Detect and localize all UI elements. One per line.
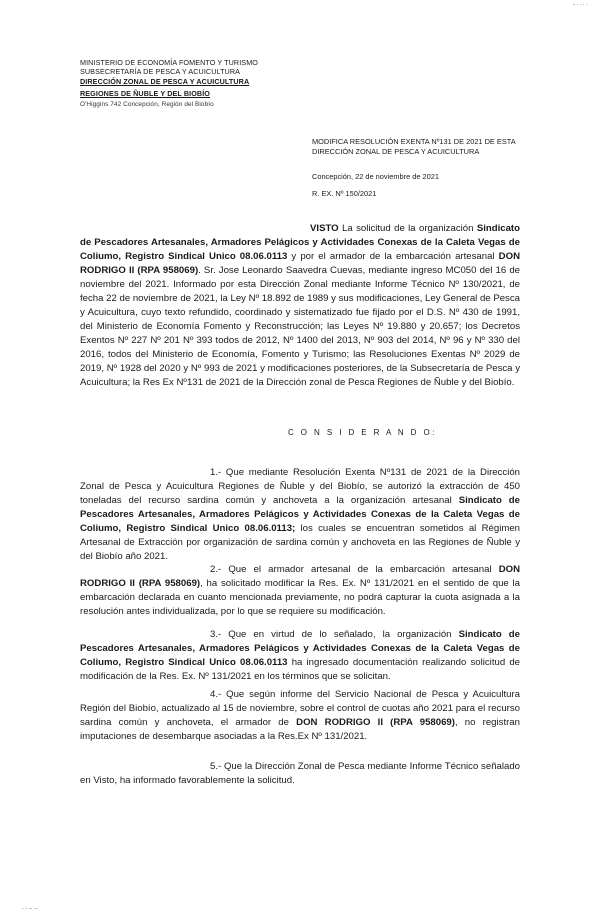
considerando-1-text-b: los cuales se encuentran sometidos al Régimen Artesanal de Extracción por organización de sardina común y anchoveta en las Regiones de Ñuble y del Biobío año 2021. [80, 523, 520, 562]
letterhead-direccion: DIRECCIÓN ZONAL DE PESCA Y ACUICULTURA [80, 76, 250, 86]
considerando-heading: C O N S I D E R A N D O: [288, 428, 437, 437]
considerando-1 [80, 466, 520, 564]
visto-intro: La solicitud de la organización [342, 223, 474, 234]
considerando-3 [80, 628, 520, 684]
resolution-number: R. EX. Nº 150/2021 [312, 189, 377, 198]
considerando-2-vessel: DON RODRIGO II (RPA 958069) [80, 564, 521, 589]
visto-rest: . Sr. Jose Leonardo Saavedra Cuevas, mediante ingreso MC050 del 16 de noviembre del 2021. Informado por esta Dirección Zonal mediante Informe Técnico Nº 130/2021, de fecha 22 de noviembre de 2021, la Ley Nº 18.892 de 1989 y sus modificaciones, Ley General de Pesca y Acuicultura, cuyo texto refundido, coordinado y sistematizado fue fijado por el D.S. Nº 430 de 1991, del Ministerio de Economía Fomento y Reconstrucción; las Leyes Nº 19.880 y 20.657; los Decretos Exentos Nº 227 Nº 201 Nº 393 todos de 2012, Nº 1400 del 2013, Nº 903 del 2014, Nº 96 y Nº 330 del 2016, todos del Ministerio de Economía, Fomento y Turismo; las Resoluciones Exentas Nº 2029 de 2019, Nº 1928 del 2020 y Nº 993 de 2021 y modificaciones posteriores, de la Subsecretaría de Pesca y Acuicultura; la Res Ex Nº131 de 2021 de la Dirección zonal de Pesca Regiones de Ñuble y del Biobío. [80, 265, 520, 388]
considerando-5 [80, 760, 520, 788]
letterhead-regiones: REGIONES DE ÑUBLE Y DEL BIOBÍO [80, 89, 211, 99]
resolution-title-line2: DIRECCIÓN ZONAL DE PESCA Y ACUICULTURA [312, 147, 480, 156]
considerando-3-text-a: 3.- Que en virtud de lo señalado, la organización [210, 629, 452, 640]
letterhead-subsecretaria: SUBSECRETARÍA DE PESCA Y ACUICULTURA [80, 67, 241, 77]
letterhead-address: O'Higgins 742 Concepción, Región del Biobío [80, 100, 214, 108]
considerando-3-org: Sindicato de Pescadores Artesanales, Armadores Pelágicos y Actividades Conexas de la Caleta Vegas de Coliumo, Registro Sindical Unico 08.06.0113 [80, 629, 520, 668]
visto-section [80, 222, 520, 390]
page-corner-mark: - · ·· · [573, 2, 588, 8]
resolution-title [312, 137, 516, 157]
considerando-1-text-a: 1.- Que mediante Resolución Exenta Nº131 de 2021 de la Dirección Zonal de Pesca y Acuicultura Regiones de Ñuble y del Biobío, se autorizó la extracción de 450 toneladas del recurso sardina común y anchoveta a la organización artesanal [80, 467, 520, 506]
considerando-3-text-b: ha ingresado documentación realizando solicitud de modificación de la Res. Ex. Nº 131/2021 en los términos que se solicitan. [80, 657, 520, 682]
resolution-date: Concepción, 22 de noviembre de 2021 [312, 172, 439, 181]
visto-label: VISTO [310, 223, 339, 234]
letterhead [80, 58, 258, 109]
resolution-title-line1: MODIFICA RESOLUCIÓN EXENTA Nº131 DE 2021 DE ESTA [312, 137, 516, 146]
considerando-2-text-b: , ha solicitado modificar la Res. Ex. Nº 131/2021 en el sentido de que la embarcación declarada en cuanto mencionada previamente, no podrá capturar la cuota asignada a la resolución antes individualizada, por lo que se requiere su modificación. [80, 578, 520, 617]
letterhead-ministry: MINISTERIO DE ECONOMÍA FOMENTO Y TURISMO [80, 58, 258, 67]
visto-org: Sindicato de Pescadores Artesanales, Armadores Pelágicos y Actividades Conexas de la Caleta Vegas de Coliumo, Registro Sindical Unico 08.06.0113 [80, 223, 520, 262]
considerando-5-text: 5.- Que la Dirección Zonal de Pesca mediante Informe Técnico señalado en Visto, ha informado favorablemente la solicitud. [80, 761, 520, 786]
considerando-2 [80, 563, 520, 619]
considerando-1-org: Sindicato de Pescadores Artesanales, Armadores Pelágicos y Actividades Conexas de la Caleta Vegas de Coliumo, Registro Sindical Unico 08.06.0113; [80, 495, 520, 534]
considerando-4 [80, 688, 520, 744]
considerando-4-text-a: 4.- Que según informe del Servicio Nacional de Pesca y Acuicultura Región del Biobío, actualizado al 15 de noviembre, sobre el control de cuotas año 2021 para el recurso sardina común y anchoveta, el armador de [80, 689, 520, 728]
visto-vessel: DON RODRIGO II (RPA 958069) [80, 251, 520, 276]
visto-mid: y por el armador de la embarcación artesanal [291, 251, 495, 262]
page-footer-mark: - - -- -- [22, 906, 38, 912]
considerando-2-text-a: 2.- Que el armador artesanal de la embarcación artesanal [210, 564, 492, 575]
considerando-4-text-b: , no registran imputaciones de desembarque asociadas a la Res.Ex Nº 131/2021. [80, 717, 520, 742]
considerando-4-vessel: DON RODRIGO II (RPA 958069) [296, 717, 455, 728]
